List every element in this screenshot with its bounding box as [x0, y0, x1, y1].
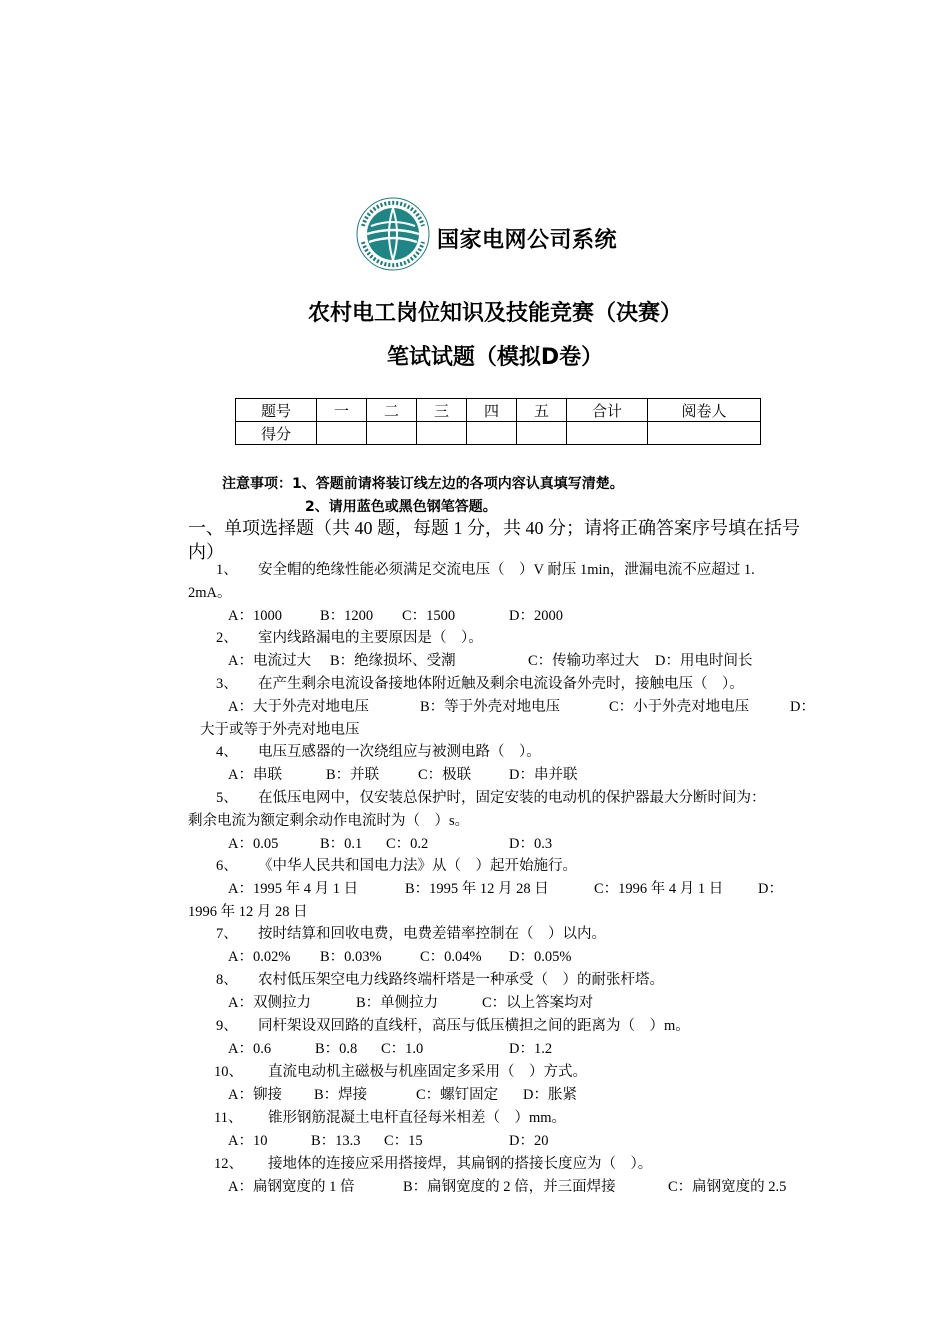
- score-input-cell[interactable]: [367, 422, 417, 445]
- question-number: 4、: [216, 744, 238, 760]
- question-number: 5、: [216, 790, 238, 806]
- score-header-cell: 三: [417, 399, 467, 422]
- question-text: 电压互感器的一次绕组应与被测电路（ ）。: [258, 744, 541, 760]
- question-number: 12、: [214, 1156, 243, 1172]
- question-number: 10、: [214, 1064, 243, 1080]
- answer-option: C：极联: [418, 767, 472, 783]
- notice-line-1: 注意事项：1、答题前请将装订线左边的各项内容认真填写清楚。: [222, 476, 624, 492]
- question-number: 3、: [216, 676, 238, 692]
- question-text: 直流电动机主磁极与机座固定多采用（ ）方式。: [268, 1064, 587, 1080]
- answer-option: A：10: [228, 1133, 268, 1149]
- answer-option: D：串并联: [509, 767, 578, 783]
- notice-line-2: 2、请用蓝色或黑色钢笔答题。: [305, 499, 497, 515]
- answer-option: C：以上答案均对: [482, 995, 594, 1011]
- question-text: 锥形钢筋混凝土电杆直径每米相差（ ）mm。: [268, 1110, 567, 1126]
- answer-option: B：并联: [326, 767, 380, 783]
- answer-option: D：0.3: [509, 836, 553, 852]
- question-text-continued: 2mA。: [188, 585, 232, 601]
- answer-option: C：小于外壳对地电压: [609, 699, 750, 715]
- answer-option: C：15: [384, 1133, 423, 1149]
- question-text: 按时结算和回收电费，电费差错率控制在（ ）以内。: [258, 926, 606, 942]
- question-text: 接地体的连接应采用搭接焊，其扁钢的搭接长度应为（ ）。: [268, 1156, 653, 1172]
- question-number: 11、: [214, 1110, 243, 1126]
- question-text: 农村低压架空电力线路终端杆塔是一种承受（ ）的耐张杆塔。: [258, 972, 664, 988]
- answer-option: B：1200: [320, 608, 374, 624]
- score-header-cell: 题号: [236, 399, 317, 422]
- answer-option: D：20: [509, 1133, 549, 1149]
- question-number: 2、: [216, 630, 238, 646]
- answer-option: C：扁钢宽度的 2.5: [668, 1179, 787, 1195]
- score-header-cell: 合计: [567, 399, 648, 422]
- state-grid-logo-icon: [355, 196, 431, 272]
- question-text: 在产生剩余电流设备接地体附近触及剩余电流设备外壳时，接触电压（ ）。: [258, 676, 744, 692]
- question-number: 1、: [216, 562, 238, 578]
- score-header-cell: 二: [367, 399, 417, 422]
- answer-option: A：0.02%: [228, 949, 291, 965]
- answer-option: B：0.8: [315, 1041, 358, 1057]
- answer-option: D：0.05%: [509, 949, 572, 965]
- section-title: 一、单项选择题（共 40 题，每题 1 分，共 40 分；请将正确答案序号填在括号内）: [188, 518, 800, 562]
- question-number: 8、: [216, 972, 238, 988]
- answer-option: A：0.05: [228, 836, 279, 852]
- score-header-cell: 一: [317, 399, 367, 422]
- answer-option: C：0.04%: [420, 949, 482, 965]
- answer-option: C：传输功率过大: [528, 653, 640, 669]
- answer-option: D：1.2: [509, 1041, 553, 1057]
- answer-option: A：1000: [228, 608, 282, 624]
- score-header-cell: 四: [467, 399, 517, 422]
- question-text: 安全帽的绝缘性能必须满足交流电压（ ）V 耐压 1min，泄漏电流不应超过 1.: [258, 562, 755, 578]
- answer-option: A：大于外壳对地电压: [228, 699, 369, 715]
- answer-option: A：铆接: [228, 1087, 282, 1103]
- answer-option: A：1995 年 4 月 1 日: [228, 881, 359, 897]
- score-table-score-row: [236, 422, 761, 445]
- answer-option-continued: 1996 年 12 月 28 日: [188, 904, 308, 920]
- score-header-cell: 五: [517, 399, 567, 422]
- score-header-cell: 阅卷人: [648, 399, 761, 422]
- answer-option: C：1500: [402, 608, 456, 624]
- answer-option: B：单侧拉力: [356, 995, 439, 1011]
- question-text-continued: 剩余电流为额定剩余动作电流时为（ ）s。: [188, 813, 470, 829]
- answer-option: A：0.6: [228, 1041, 272, 1057]
- answer-option: B：1995 年 12 月 28 日: [405, 881, 549, 897]
- score-table-header-row: [236, 399, 761, 422]
- answer-option: D：: [790, 699, 815, 715]
- answer-option: B：等于外壳对地电压: [420, 699, 561, 715]
- score-input-cell[interactable]: [467, 422, 517, 445]
- score-table: [235, 398, 761, 445]
- answer-option: D：2000: [509, 608, 563, 624]
- answer-option: B：0.03%: [320, 949, 382, 965]
- question-text: 《中华人民共和国电力法》从（ ）起开始施行。: [258, 858, 577, 874]
- org-name: 国家电网公司系统: [437, 227, 618, 253]
- score-input-cell[interactable]: [517, 422, 567, 445]
- question-text: 同杆架设双回路的直线杆，高压与低压横担之间的距离为（ ）m。: [258, 1018, 690, 1034]
- score-input-cell[interactable]: [417, 422, 467, 445]
- header-logo-row: [355, 196, 617, 272]
- question-text: 室内线路漏电的主要原因是（ ）。: [258, 630, 483, 646]
- answer-option: C：0.2: [386, 836, 429, 852]
- score-input-cell[interactable]: [317, 422, 367, 445]
- answer-option: C：1996 年 4 月 1 日: [594, 881, 724, 897]
- answer-option: D：用电时间长: [655, 653, 753, 669]
- answer-option: B：扁钢宽度的 2 倍，并三面焊接: [403, 1179, 616, 1195]
- question-number: 7、: [216, 926, 238, 942]
- question-number: 9、: [216, 1018, 238, 1034]
- answer-option: D：胀紧: [523, 1087, 577, 1103]
- score-input-cell[interactable]: [567, 422, 648, 445]
- answer-option: B：焊接: [314, 1087, 368, 1103]
- question-text: 在低压电网中，仅安装总保护时，固定安装的电动机的保护器最大分断时间为：: [258, 790, 766, 806]
- question-number: 6、: [216, 858, 238, 874]
- answer-option: C：螺钉固定: [416, 1087, 499, 1103]
- score-row-label: 得分: [236, 422, 317, 445]
- answer-option: A：电流过大: [228, 653, 311, 669]
- answer-option: C：1.0: [381, 1041, 424, 1057]
- answer-option-continued: 大于或等于外壳对地电压: [200, 722, 360, 738]
- exam-subtitle: 笔试试题（模拟D卷）: [386, 345, 604, 370]
- answer-option: A：串联: [228, 767, 282, 783]
- answer-option: B：绝缘损坏、受潮: [330, 653, 456, 669]
- answer-option: A：双侧拉力: [228, 995, 311, 1011]
- answer-option: D：: [758, 881, 783, 897]
- exam-title: 农村电工岗位知识及技能竞赛（决赛）: [307, 301, 682, 326]
- answer-option: B：0.1: [320, 836, 363, 852]
- answer-option: B：13.3: [311, 1133, 361, 1149]
- score-input-cell[interactable]: [648, 422, 761, 445]
- answer-option: A：扁钢宽度的 1 倍: [228, 1179, 355, 1195]
